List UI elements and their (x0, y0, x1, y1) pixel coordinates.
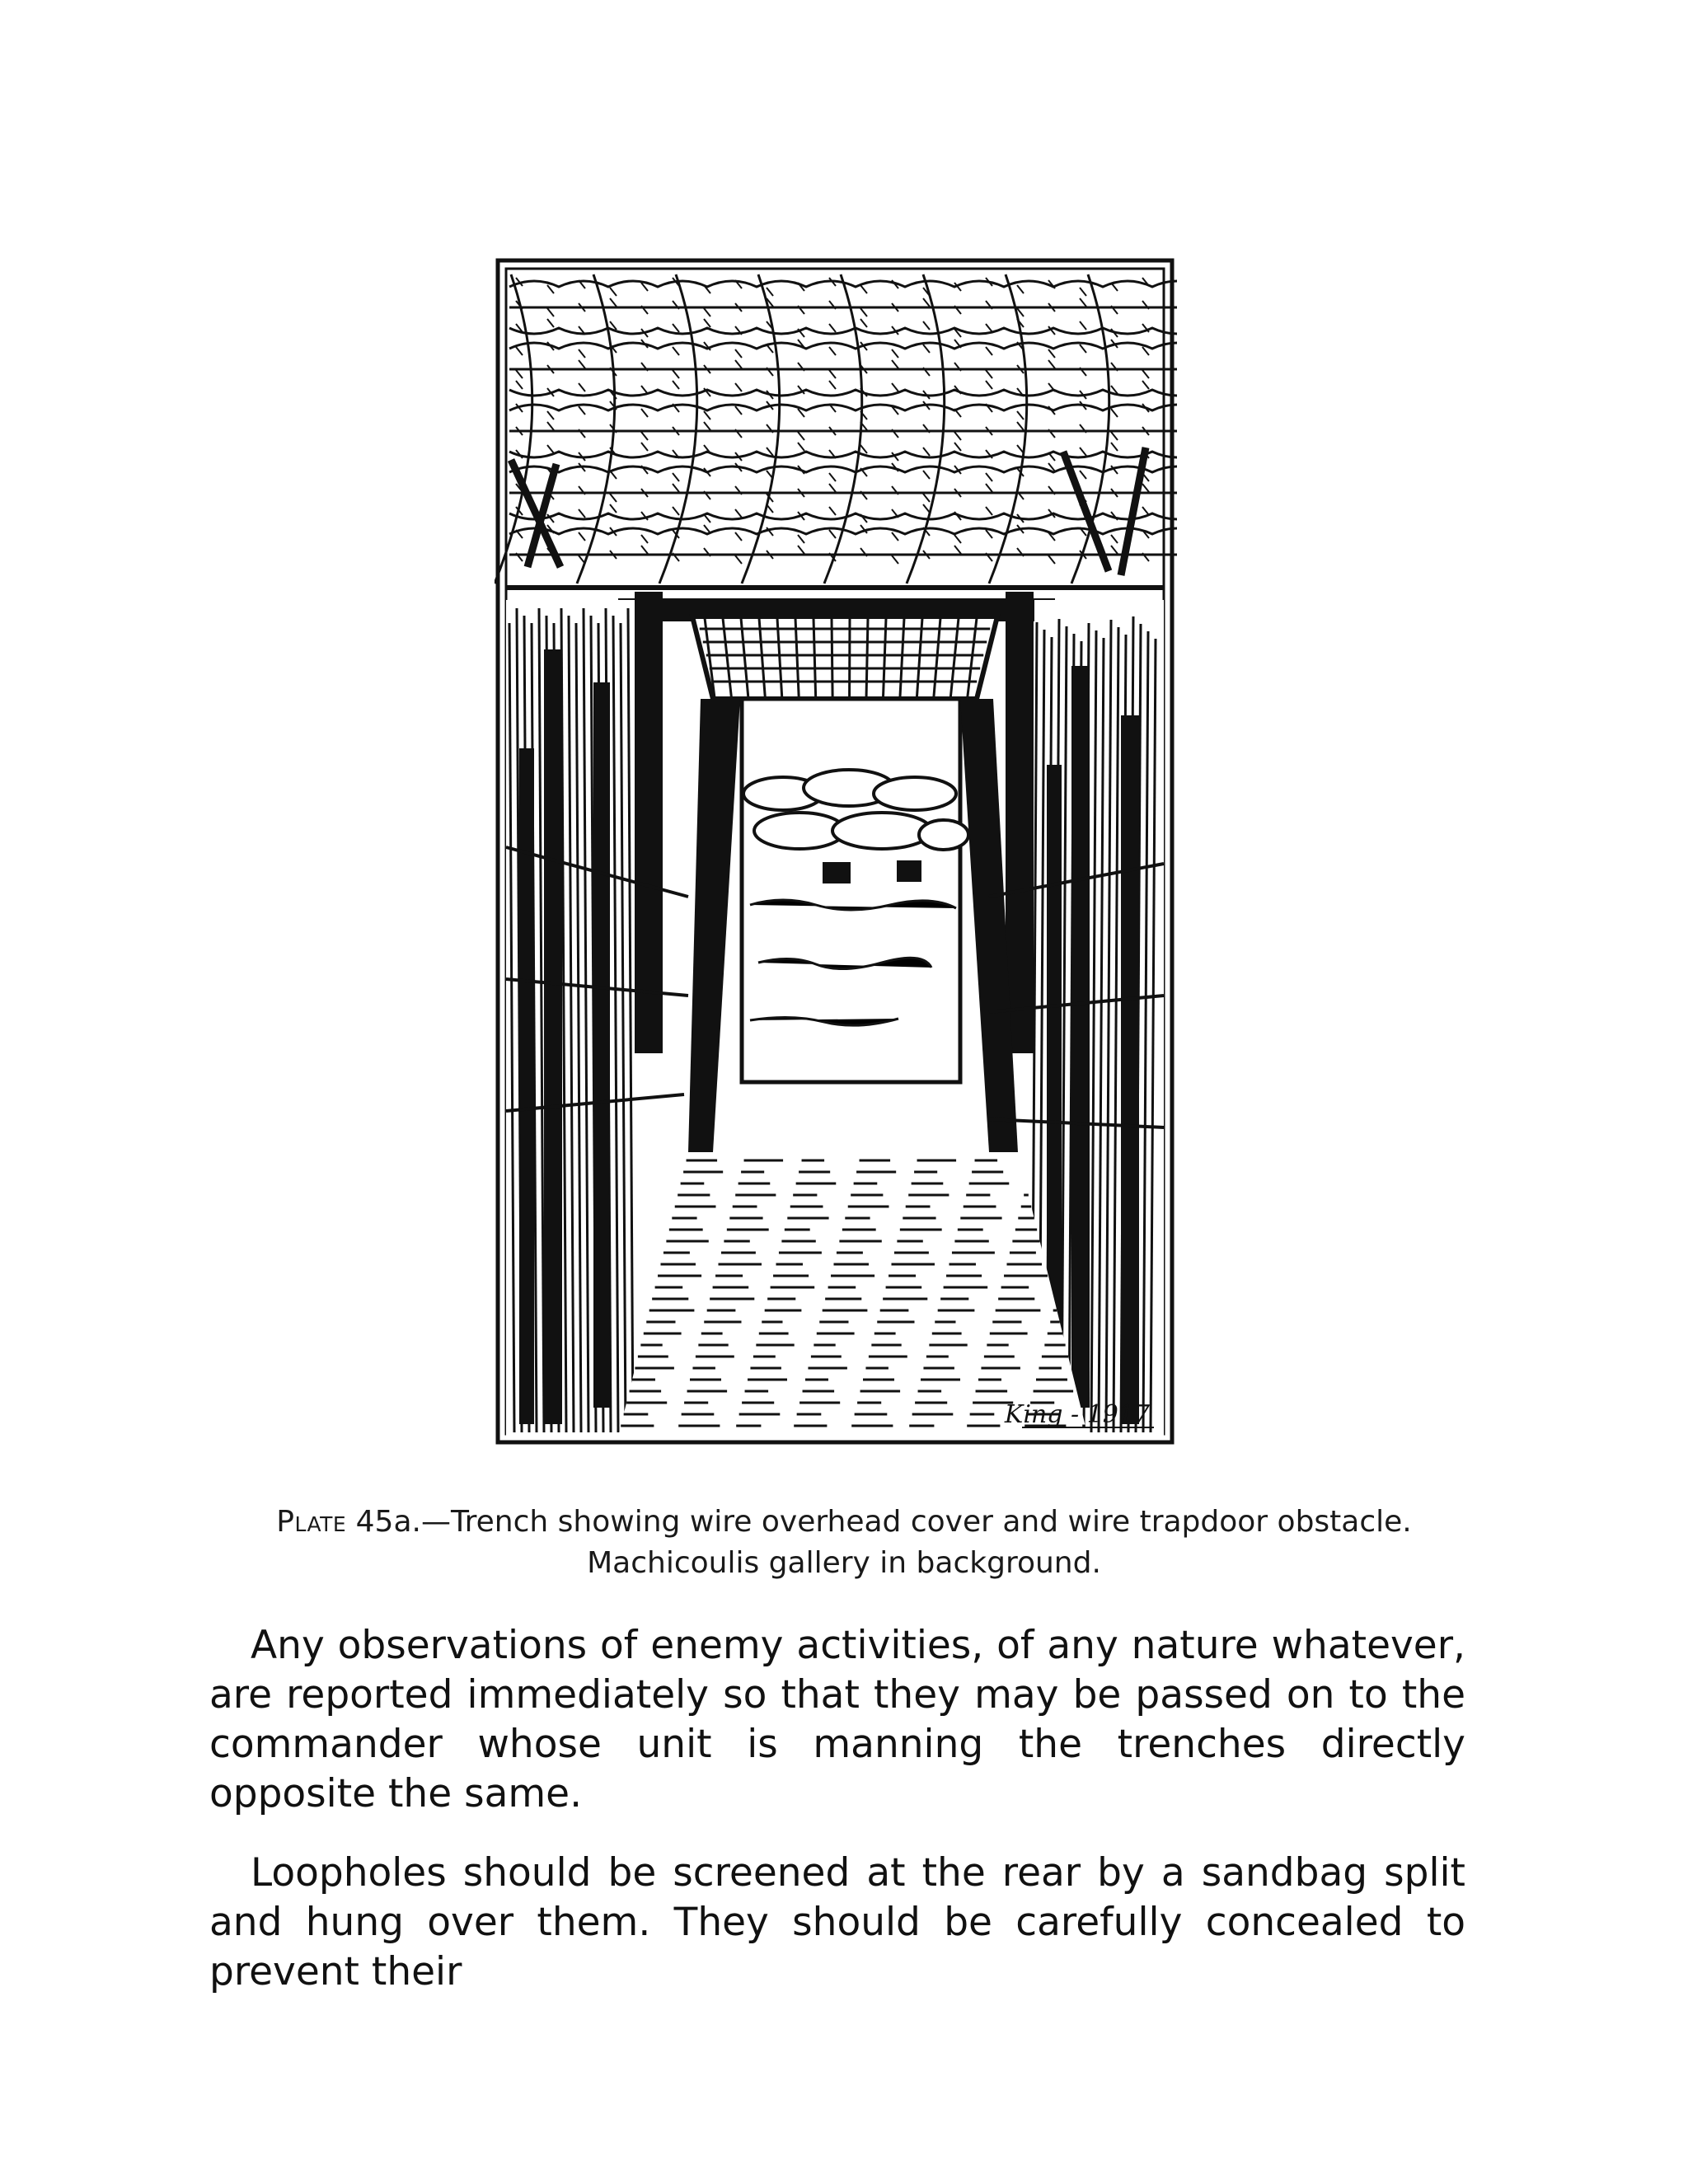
figure-caption (206, 1502, 1482, 1584)
body-paragraph: Any observations of enemy activities, of any nature whatever, are reported immediately so that they may be passed on to the commander whose unit is manning the trenches directly opposite the same. (209, 1623, 1465, 1816)
plate-label: Plate (276, 1505, 347, 1539)
caption-line-1 (206, 1502, 1482, 1543)
caption-line-2: Machicoulis gallery in background. (587, 1546, 1101, 1580)
trench-floor (618, 1152, 1088, 1436)
artist-signature: King - 1917 (1004, 1400, 1150, 1429)
plate-illustration (495, 254, 1177, 1449)
wire-trapdoor (692, 616, 997, 699)
trench-drawing (495, 254, 1177, 1449)
caption-text: 45a.—Trench showing wire overhead cover and wire trapdoor obstacle. (346, 1505, 1412, 1539)
body-paragraph: Loopholes should be screened at the rear by a sandbag split and hung over them. They should be carefully concealed to prevent their (209, 1850, 1465, 1994)
